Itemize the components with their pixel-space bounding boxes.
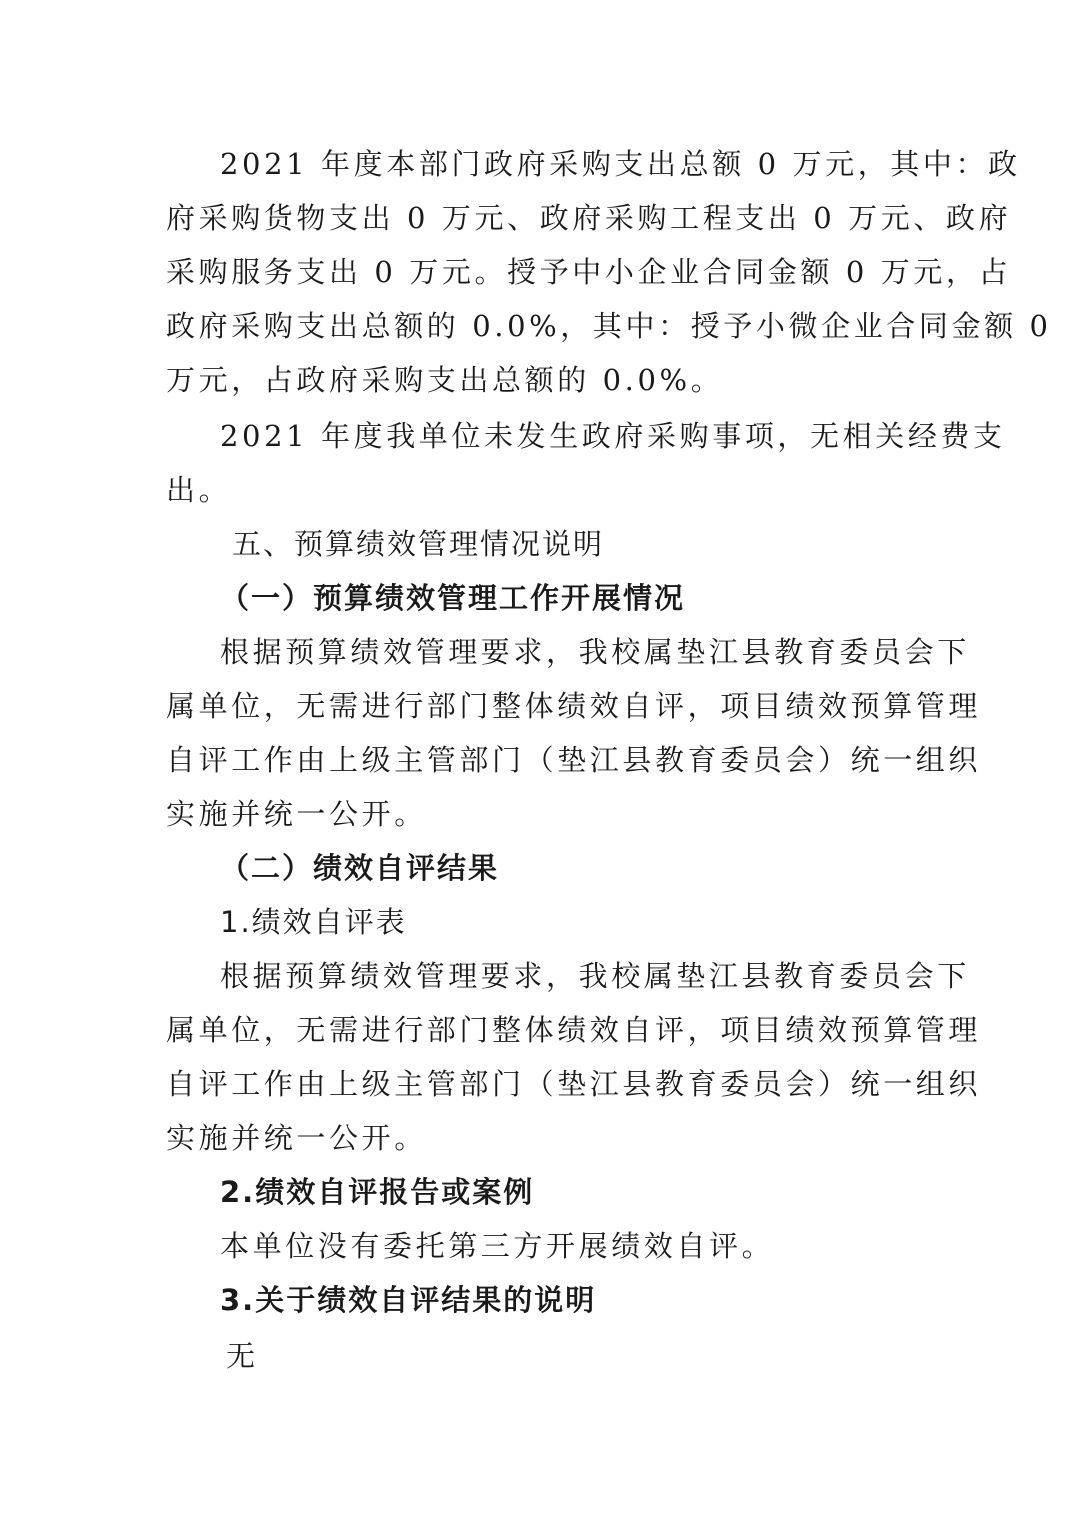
subsection-one-line4: 实施并统一公开。 [166,797,427,831]
procurement-para1-line4: 政府采购支出总额的 0.0%，其中：授予小微企业合同金额 0 [166,309,1052,343]
item-one-line1: 根据预算绩效管理要求，我校属垫江县教育委员会下 [220,959,970,993]
procurement-para1-line3: 采购服务支出 0 万元。授予中小企业合同金额 0 万元，占 [166,255,1012,289]
subsection-one-line1: 根据预算绩效管理要求，我校属垫江县教育委员会下 [220,635,970,669]
item-one-line3: 自评工作由上级主管部门（垫江县教育委员会）统一组织 [166,1067,982,1101]
subsection-two-title: （二）绩效自评结果 [220,851,500,885]
procurement-para1-line1: 2021 年度本部门政府采购支出总额 0 万元，其中：政 [220,147,1021,181]
item-three-title: 3.关于绩效自评结果的说明 [220,1283,597,1317]
procurement-para1-line2: 府采购货物支出 0 万元、政府采购工程支出 0 万元、政府 [166,201,1012,235]
subsection-one-line3: 自评工作由上级主管部门（垫江县教育委员会）统一组织 [166,743,982,777]
procurement-para2-line1: 2021 年度我单位未发生政府采购事项，无相关经费支 [220,419,1006,453]
item-two-title: 2.绩效自评报告或案例 [220,1175,535,1209]
procurement-para1-line5: 万元，占政府采购支出总额的 0.0%。 [166,363,724,397]
subsection-one-line2: 属单位，无需进行部门整体绩效自评，项目绩效预算管理 [166,689,982,723]
item-one-line2: 属单位，无需进行部门整体绩效自评，项目绩效预算管理 [166,1013,982,1047]
subsection-one-title: （一）预算绩效管理工作开展情况 [220,581,686,615]
item-two-text: 本单位没有委托第三方开展绩效自评。 [220,1229,775,1263]
item-one-line4: 实施并统一公开。 [166,1121,427,1155]
item-one-title: 1.绩效自评表 [220,905,407,939]
item-three-text: 无 [226,1339,259,1373]
procurement-para2-line2: 出。 [166,473,232,507]
section-five-title: 五、预算绩效管理情况说明 [232,527,605,561]
